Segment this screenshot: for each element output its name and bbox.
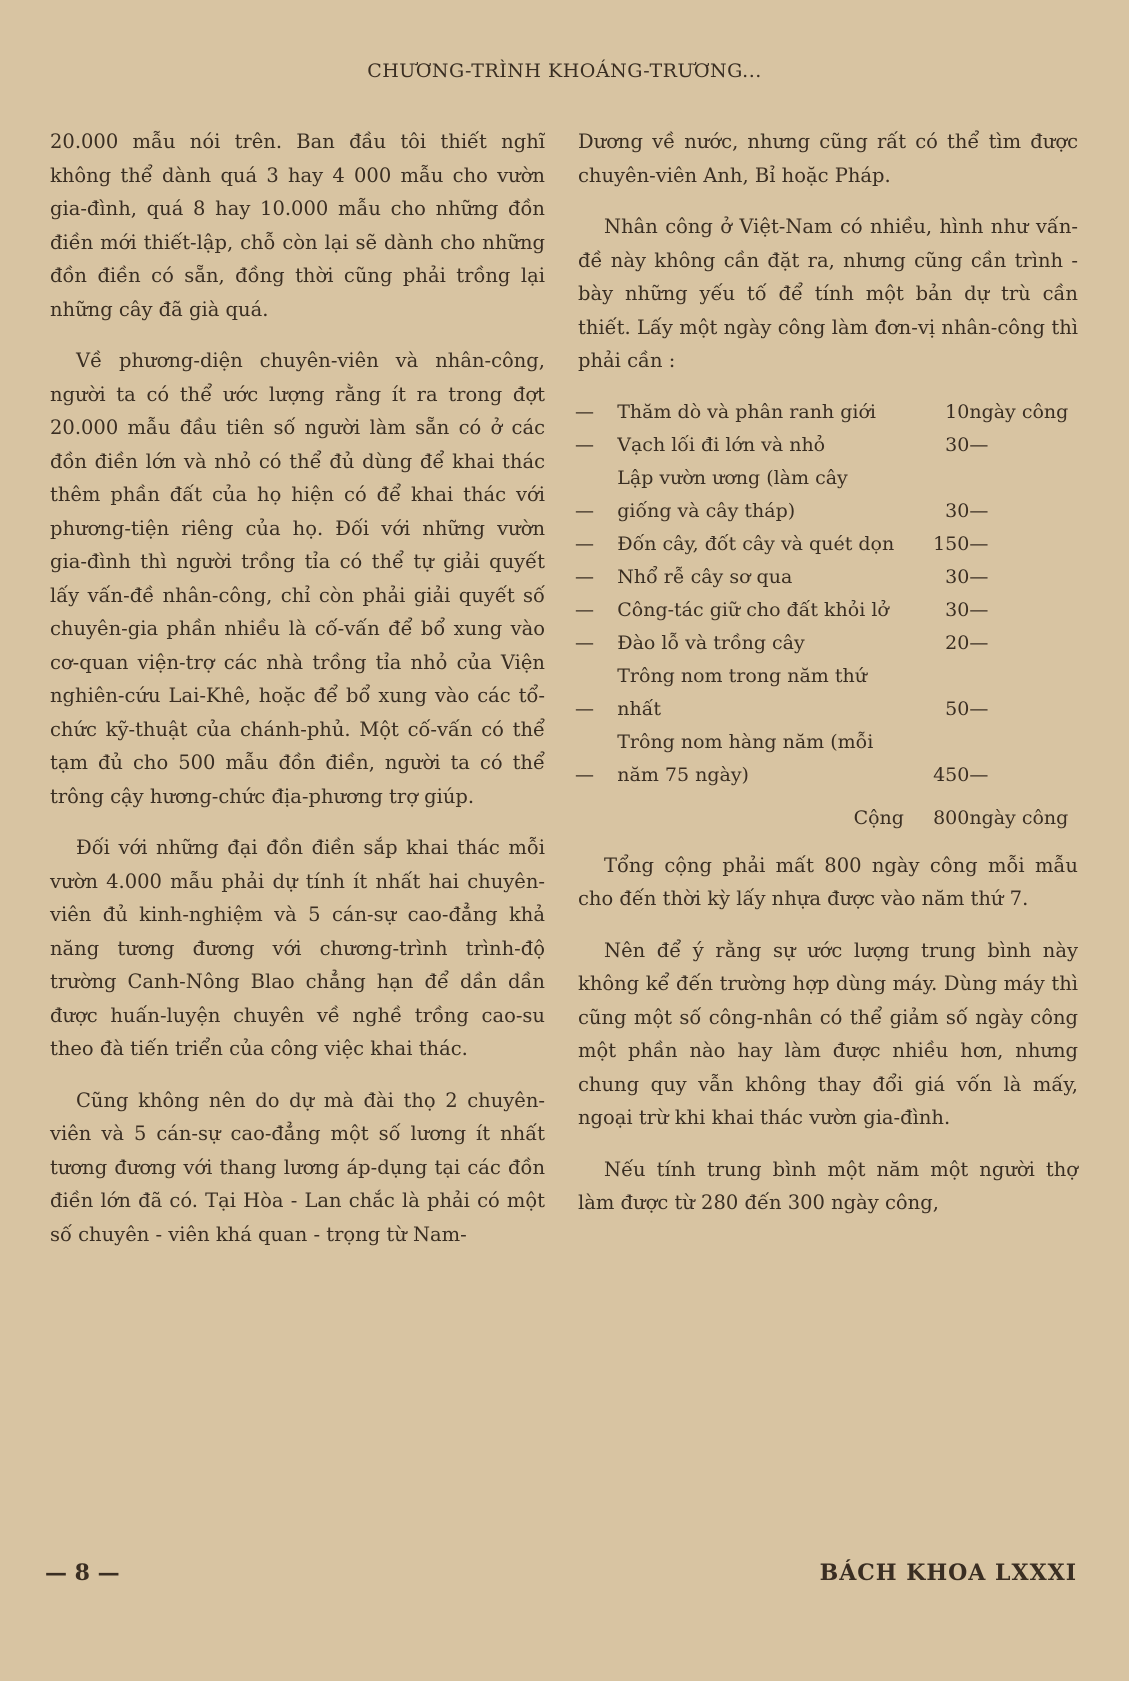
total-label: Cộng	[853, 806, 904, 829]
task-value: 50	[945, 697, 970, 720]
task-label: Công-tác giữ cho đất khỏi lở	[617, 598, 889, 621]
task-label: Lập vườn ương (làm cây giống và cây tháp)	[617, 466, 848, 522]
task-value: 30	[945, 433, 970, 456]
task-label: Nhổ rễ cây sơ qua	[617, 565, 793, 588]
paragraph: Tổng cộng phải mất 800 ngày công mỗi mẫu cho đến thời kỳ lấy nhựa được vào năm thứ 7.	[578, 853, 1078, 910]
table-row	[575, 594, 1080, 627]
task-dash: —	[575, 400, 594, 423]
task-dash: —	[575, 532, 594, 555]
task-dash: —	[575, 499, 594, 522]
page-number: — 8 —	[45, 1560, 120, 1586]
paragraph: Nếu tính trung bình một năm một người thợ làm được từ 280 đến 300 ngày công,	[578, 1157, 1078, 1214]
table-row	[575, 462, 1080, 528]
task-label: Trông nom trong năm thứ nhất	[617, 664, 867, 720]
task-unit: —	[969, 433, 989, 456]
task-unit: —	[969, 565, 989, 588]
total-value: 800	[933, 806, 970, 829]
table-row	[575, 429, 1080, 462]
right-column	[575, 125, 1078, 1238]
task-label: Vạch lối đi lớn và nhỏ	[617, 433, 826, 456]
task-value: 450	[933, 763, 970, 786]
task-dash: —	[575, 565, 594, 588]
task-unit: —	[969, 763, 989, 786]
table-row	[575, 561, 1080, 594]
task-dash: —	[575, 763, 594, 786]
task-dash: —	[575, 598, 594, 621]
task-value: 30	[945, 598, 970, 621]
table-row	[575, 660, 1080, 726]
paragraph: 20.000 mẫu nói trên. Ban đầu tôi thiết nghĩ không thể dành quá 3 hay 4 000 mẫu cho vườn gia-đình, quá 8 hay 10.000 mẫu cho những đồn điền mới thiết-lập, chỗ còn lại sẽ dành cho những đồn điền có sẵn, đồng thời cũng phải trồng lại những cây đã già quá.	[50, 130, 545, 321]
task-unit: —	[969, 532, 989, 555]
left-column	[50, 125, 545, 1269]
paragraph: Nhân công ở Việt-Nam có nhiều, hình như vấn-đề này không cần đặt ra, nhưng cũng cần trình - bày những yếu tố để tính một bản dự trù cần thiết. Lấy một ngày công làm đơn-vị nhân-công thì phải cần :	[578, 215, 1078, 372]
paragraph: Cũng không nên do dự mà đài thọ 2 chuyên-viên và 5 cán-sự cao-đẳng một số lương ít nhất tương đương với thang lương áp-dụng tại các đồn điền lớn đã có. Tại Hòa - Lan chắc là phải có một số chuyên - viên khá quan - trọng từ Nam-	[50, 1088, 545, 1246]
task-unit: ngày công	[969, 400, 1069, 423]
total-unit: ngày công	[969, 806, 1069, 829]
paragraph: Đối với những đại đồn điền sắp khai thác mỗi vườn 4.000 mẫu phải dự tính ít nhất hai chuyên-viên đủ kinh-nghiệm và 5 cán-sự cao-đẳng khả năng tương đương với chương-trình trình-độ trường Canh-Nông Blao chẳng hạn để dần dần được huấn-luyện chuyên về nghề trồng cao-su theo đà tiến triển của công việc khai thác.	[50, 836, 545, 1060]
table-row	[575, 726, 1080, 792]
task-label: Thăm dò và phân ranh giới	[617, 400, 876, 423]
task-unit: —	[969, 598, 989, 621]
labor-table	[575, 396, 1080, 835]
paragraph: Nên để ý rằng sự ước lượng trung bình này không kể đến trường hợp dùng máy. Dùng máy thì cũng một số công-nhân có thể giảm số ngày công một phần nào hay làm được nhiều hơn, nhưng chung quy vẫn không thay đổi giá vốn là mấy, ngoại trừ khi khai thác vườn gia-đình.	[578, 938, 1078, 1129]
total-row	[575, 792, 1080, 835]
table-row	[575, 627, 1080, 660]
task-label: Đốn cây, đốt cây và quét dọn	[617, 532, 895, 555]
task-value: 150	[933, 532, 970, 555]
paragraph: Dương về nước, nhưng cũng rất có thể tìm được chuyên-viên Anh, Bỉ hoặc Pháp.	[578, 130, 1078, 187]
task-dash: —	[575, 433, 594, 456]
task-unit: —	[969, 697, 989, 720]
journal-name: BÁCH KHOA LXXXI	[819, 1560, 1077, 1586]
task-label: Đào lỗ và trồng cây	[617, 631, 805, 654]
task-value: 30	[945, 499, 970, 522]
paragraph: Về phương-diện chuyên-viên và nhân-công, người ta có thể ước lượng rằng ít ra trong đợt 20.000 mẫu đầu tiên số người làm sẵn có ở các đồn điền lớn và nhỏ có thể đủ dùng để khai thác thêm phần đất của họ hiện có để khai thác với phương-tiện riêng của họ. Đối với những vườn gia-đình thì người trồng tỉa có thể tự giải quyết lấy vấn-đề nhân-công, chỉ còn phải giải quyết số chuyên-gia phần nhiều là cố-vấn để bổ xung vào cơ-quan viện-trợ các nhà trồng tỉa nhỏ của Viện nghiên-cứu Lai-Khê, hoặc để bổ xung vào các tổ-chức kỹ-thuật của chánh-phủ. Một cố-vấn có thể tạm đủ cho 500 mẫu đồn điền, người ta có thể trông cậy hương-chức địa-phương trợ giúp.	[50, 349, 545, 808]
running-header: CHƯƠNG-TRÌNH KHOÁNG-TRƯƠNG...	[367, 60, 762, 82]
task-dash: —	[575, 697, 594, 720]
task-label: Trông nom hàng năm (mỗi năm 75 ngày)	[617, 730, 874, 786]
task-unit: —	[969, 499, 989, 522]
task-value: 30	[945, 565, 970, 588]
task-value: 10	[945, 400, 970, 423]
table-row	[575, 528, 1080, 561]
task-unit: —	[969, 631, 989, 654]
table-row	[575, 396, 1080, 429]
task-value: 20	[945, 631, 970, 654]
task-dash: —	[575, 631, 594, 654]
